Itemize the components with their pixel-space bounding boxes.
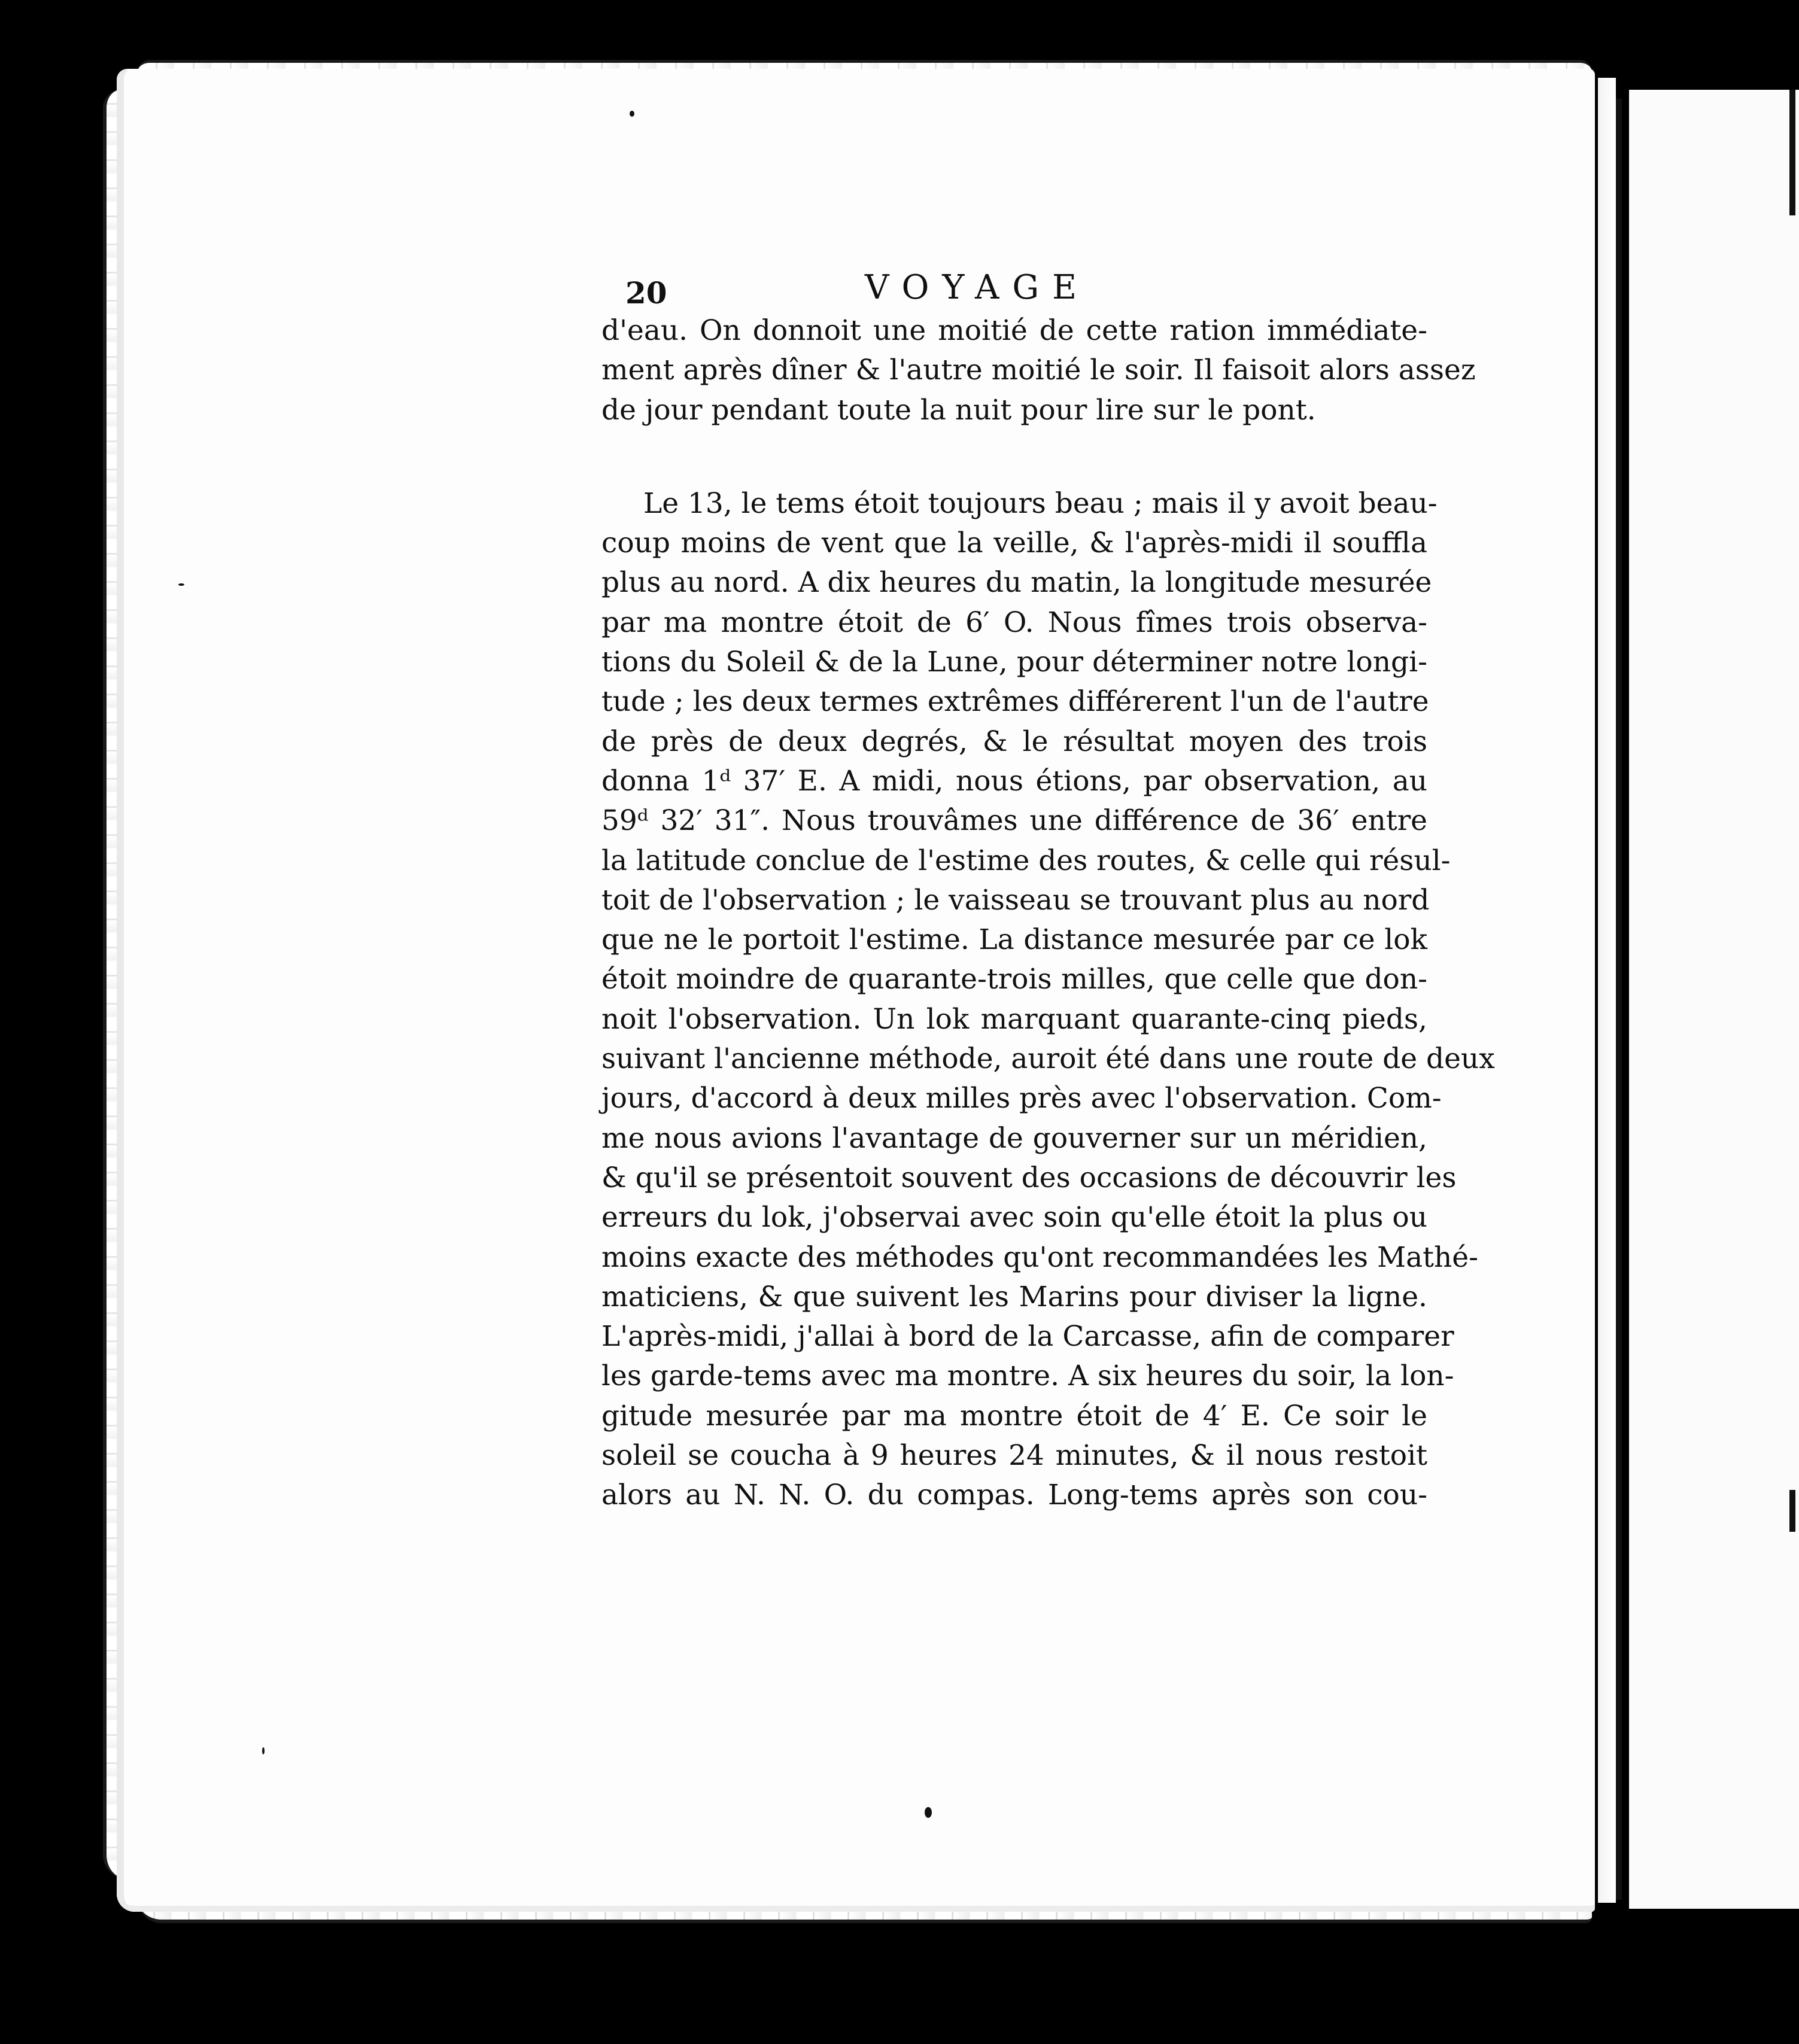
page-text [601, 263, 1495, 1516]
ink-speck [178, 583, 184, 586]
text-line: coup moins de vent que la veille, & l'après-midi il souffla [601, 527, 1427, 560]
text-line: gitude mesurée par ma montre étoit de 4′ E. Ce soir le [601, 1399, 1427, 1432]
text-line: Le 13, le tems étoit toujours beau ; mais il y avoit beau- [643, 486, 1438, 520]
text-line: les garde-tems avec ma montre. A six heures du soir, la lon- [601, 1359, 1454, 1393]
right-page-edge [1598, 78, 1616, 1903]
ink-speck [262, 1747, 265, 1754]
text-line: par ma montre étoit de 6′ O. Nous fîmes trois observa- [601, 606, 1427, 639]
text-line: noit l'observation. Un lok marquant quarante-cinq pieds, [601, 1002, 1427, 1036]
text-line: jours, d'accord à deux milles près avec l'observation. Com- [601, 1082, 1442, 1115]
text-line: tude ; les deux termes extrêmes différerent l'un de l'autre [601, 685, 1429, 719]
running-head [601, 263, 1427, 311]
page-number: 20 [625, 275, 667, 311]
text-line: 59ᵈ 32′ 31″. Nous trouvâmes une différence de 36′ entre [601, 804, 1427, 838]
text-line: alors au N. N. O. du compas. Long-tems après son cou- [601, 1479, 1427, 1512]
text-line: étoit moindre de quarante-trois milles, que celle que don- [601, 963, 1427, 996]
text-line: donna 1ᵈ 37′ E. A midi, nous étions, par observation, au [601, 764, 1427, 798]
text-line: tions du Soleil & de la Lune, pour déterminer notre longi- [601, 646, 1427, 679]
paragraph [601, 484, 1495, 1516]
book-gutter [1616, 99, 1622, 1900]
text-line: que ne le portoit l'estime. La distance mesurée par ce lok [601, 923, 1427, 957]
ink-speck [630, 111, 634, 117]
text-line: de près de deux degrés, & le résultat moyen des trois [601, 725, 1427, 758]
text-line: moins exacte des méthodes qu'ont recommandées les Mathé- [601, 1240, 1478, 1274]
text-line: d'eau. On donnoit une moitié de cette ration immédiate- [601, 314, 1427, 347]
running-title: VOYAGE [865, 268, 1090, 307]
text-line: me nous avions l'avantage de gouverner sur un méridien, [601, 1121, 1427, 1155]
text-line: soleil se coucha à 9 heures 24 minutes, & il nous restoit [601, 1439, 1427, 1473]
text-line: de jour pendant toute la nuit pour lire sur le pont. [601, 393, 1316, 427]
facing-page-mark [1789, 90, 1795, 215]
text-line: ment après dîner & l'autre moitié le soir. Il faisoit alors assez [601, 354, 1476, 387]
facing-page [1629, 90, 1799, 1909]
paragraph [601, 311, 1476, 430]
text-line: erreurs du lok, j'observai avec soin qu'elle étoit la plus ou [601, 1201, 1427, 1234]
text-line: la latitude conclue de l'estime des routes, & celle qui résul- [601, 844, 1451, 877]
ink-speck [925, 1807, 932, 1818]
text-line: plus au nord. A dix heures du matin, la longitude mesurée [601, 566, 1432, 600]
text-line: & qu'il se présentoit souvent des occasions de découvrir les [601, 1161, 1457, 1194]
facing-page-mark [1789, 1490, 1795, 1532]
text-line: L'après-midi, j'allai à bord de la Carcasse, afin de comparer [601, 1320, 1454, 1353]
text-line: suivant l'ancienne méthode, auroit été dans une route de deux [601, 1042, 1495, 1076]
text-line: maticiens, & que suivent les Marins pour diviser la ligne. [601, 1280, 1427, 1313]
text-line: toit de l'observation ; le vaisseau se trouvant plus au nord [601, 883, 1430, 917]
